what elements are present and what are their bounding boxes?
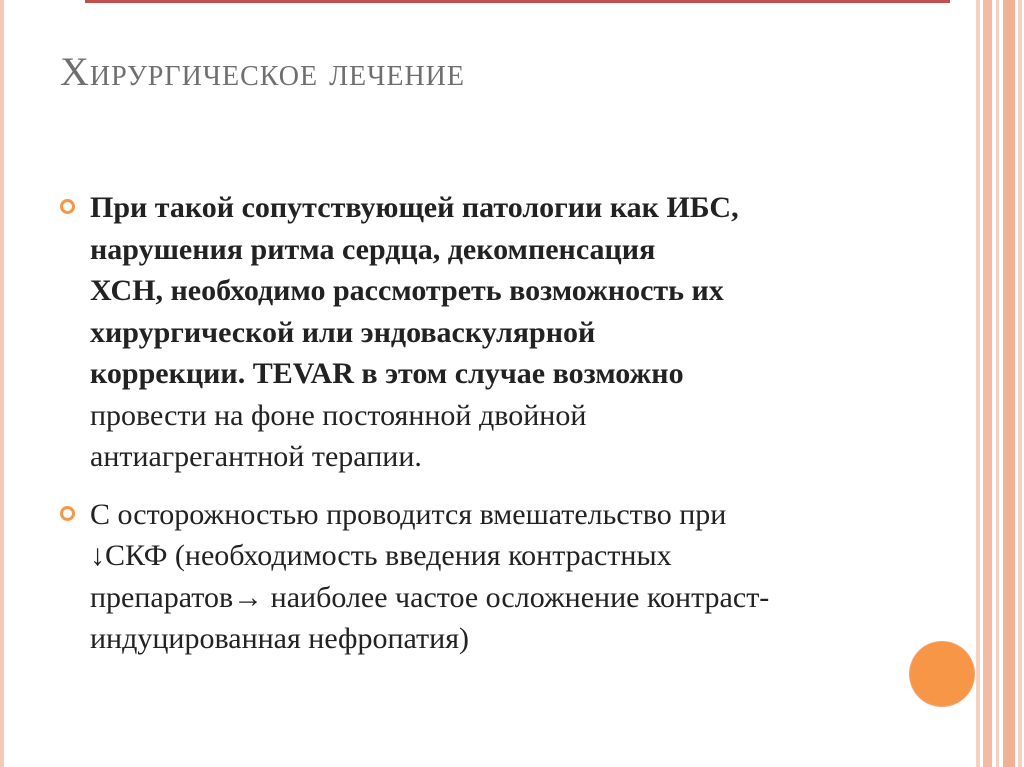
text-line: хирургической или эндоваскулярной [90,315,596,349]
slide-title: Хирургическое лечение [60,49,466,94]
text-line: индуцированная нефропатия) [90,622,470,655]
bullet-item [60,187,890,478]
text-line: провести на фоне постоянной двойной [90,398,587,432]
stripe [1003,0,1015,767]
decorative-orange-circle [910,642,974,706]
right-decorative-stripes [976,0,1024,767]
bullet-circle-icon [60,506,75,521]
bullet-text [90,187,890,478]
stripe [996,0,999,767]
top-accent-line [85,0,950,3]
stripe [1018,0,1022,767]
bullet-item [60,494,890,660]
left-edge-bar [0,0,4,767]
stripe [983,0,992,767]
text-line: С осторожностью проводится вмешательство при [90,497,727,531]
text-line: При такой сопутствующей патологии как ИБС, [90,191,739,224]
stripe [976,0,980,767]
bullet-text [90,494,890,660]
text-line: ↓СКФ (необходимость введения контрастных [90,539,672,572]
text-line: нарушения ритма сердца, декомпенсация [90,232,656,266]
text-line: коррекции. TEVAR в этом случае возможно [90,357,684,390]
text-line: препаратов→ наиболее частое осложнение контраст- [90,580,770,614]
text-line: ХСН, необходимо рассмотреть возможность их [90,274,724,307]
text-line: антиагрегантной терапии. [90,440,422,473]
bullet-circle-icon [60,199,75,214]
bullet-list [60,187,890,676]
